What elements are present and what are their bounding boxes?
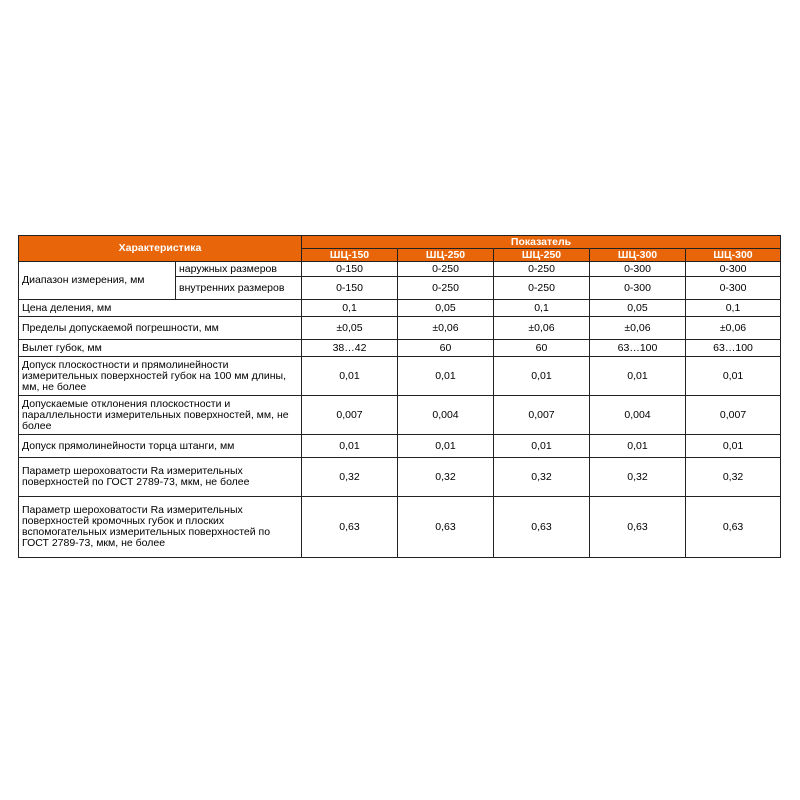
table-cell: 0-250: [398, 277, 494, 300]
table-cell: 0,1: [302, 300, 398, 317]
header-indicator: Показатель: [302, 236, 781, 249]
table-cell: 0,004: [398, 396, 494, 435]
table-cell: 0,63: [494, 497, 590, 558]
table-cell: 0,32: [494, 458, 590, 497]
table-cell: 0,05: [398, 300, 494, 317]
table-cell: 0-150: [302, 277, 398, 300]
table-cell: 0,63: [686, 497, 781, 558]
table-cell: 0,007: [302, 396, 398, 435]
table-cell: 0,01: [398, 435, 494, 458]
table-cell: 0,32: [398, 458, 494, 497]
table-cell: 0-300: [686, 277, 781, 300]
table-row: [19, 357, 781, 396]
table-cell: 0-300: [590, 277, 686, 300]
table-cell: 0,63: [590, 497, 686, 558]
table-cell: 0,01: [494, 357, 590, 396]
table-cell: 60: [494, 340, 590, 357]
table-cell: 0-300: [590, 262, 686, 277]
table-row: [19, 262, 781, 277]
table-cell: 63…100: [590, 340, 686, 357]
table-cell: 60: [398, 340, 494, 357]
row-label: Допускаемые отклонения плоскостности и параллельности измерительных поверхностей, мм, не более: [19, 396, 302, 435]
header-model: ШЦ-150: [302, 249, 398, 262]
row-label: Пределы допускаемой погрешности, мм: [19, 317, 302, 340]
table-cell: 0,32: [590, 458, 686, 497]
table-row: [19, 458, 781, 497]
table-cell: 0,01: [590, 357, 686, 396]
table-row: [19, 435, 781, 458]
table-cell: 38…42: [302, 340, 398, 357]
table-cell: 0,01: [686, 357, 781, 396]
header-model: ШЦ-300: [686, 249, 781, 262]
table-cell: ±0,06: [686, 317, 781, 340]
table-row: [19, 497, 781, 558]
table-cell: 0-300: [686, 262, 781, 277]
table-row: [19, 300, 781, 317]
table-row: [19, 317, 781, 340]
table-cell: 0-250: [494, 262, 590, 277]
table-cell: 0,1: [686, 300, 781, 317]
table-row: [19, 396, 781, 435]
header-characteristic: Характеристика: [19, 236, 302, 262]
table-cell: ±0,06: [590, 317, 686, 340]
table-cell: 0,01: [686, 435, 781, 458]
table-cell: 0,01: [398, 357, 494, 396]
row-label: Допуск прямолинейности торца штанги, мм: [19, 435, 302, 458]
table-cell: 0,1: [494, 300, 590, 317]
table-cell: 0-150: [302, 262, 398, 277]
table-row: [19, 340, 781, 357]
table-cell: 0,01: [590, 435, 686, 458]
table-cell: ±0,06: [494, 317, 590, 340]
table-cell: 0-250: [494, 277, 590, 300]
table-cell: 0,63: [302, 497, 398, 558]
table-cell: ±0,05: [302, 317, 398, 340]
table-cell: 0,01: [302, 357, 398, 396]
table-cell: 0,32: [302, 458, 398, 497]
row-label: Параметр шероховатости Ra измерительных поверхностей кромочных губок и плоских вспомогательных измерительных поверхностей по ГОСТ 2789-73, мкм, не более: [19, 497, 302, 558]
table-cell: 0,32: [686, 458, 781, 497]
table-cell: ±0,06: [398, 317, 494, 340]
table-cell: 0,007: [686, 396, 781, 435]
table-cell: 0,63: [398, 497, 494, 558]
header-model: ШЦ-250: [398, 249, 494, 262]
row-label: Параметр шероховатости Ra измерительных поверхностей по ГОСТ 2789-73, мкм, не более: [19, 458, 302, 497]
sub-label: внутренних размеров: [176, 277, 302, 300]
header-model: ШЦ-250: [494, 249, 590, 262]
table-cell: 0-250: [398, 262, 494, 277]
table-cell: 0,05: [590, 300, 686, 317]
table-cell: 0,01: [302, 435, 398, 458]
header-model: ШЦ-300: [590, 249, 686, 262]
table-cell: 0,004: [590, 396, 686, 435]
row-label: Диапазон измерения, мм: [19, 262, 176, 300]
table-cell: 63…100: [686, 340, 781, 357]
table-cell: 0,01: [494, 435, 590, 458]
sub-label: наружных размеров: [176, 262, 302, 277]
row-label: Допуск плоскостности и прямолинейности измерительных поверхностей губок на 100 мм длины, мм, не более: [19, 357, 302, 396]
table-cell: 0,007: [494, 396, 590, 435]
row-label: Вылет губок, мм: [19, 340, 302, 357]
specifications-table: [18, 235, 781, 558]
row-label: Цена деления, мм: [19, 300, 302, 317]
